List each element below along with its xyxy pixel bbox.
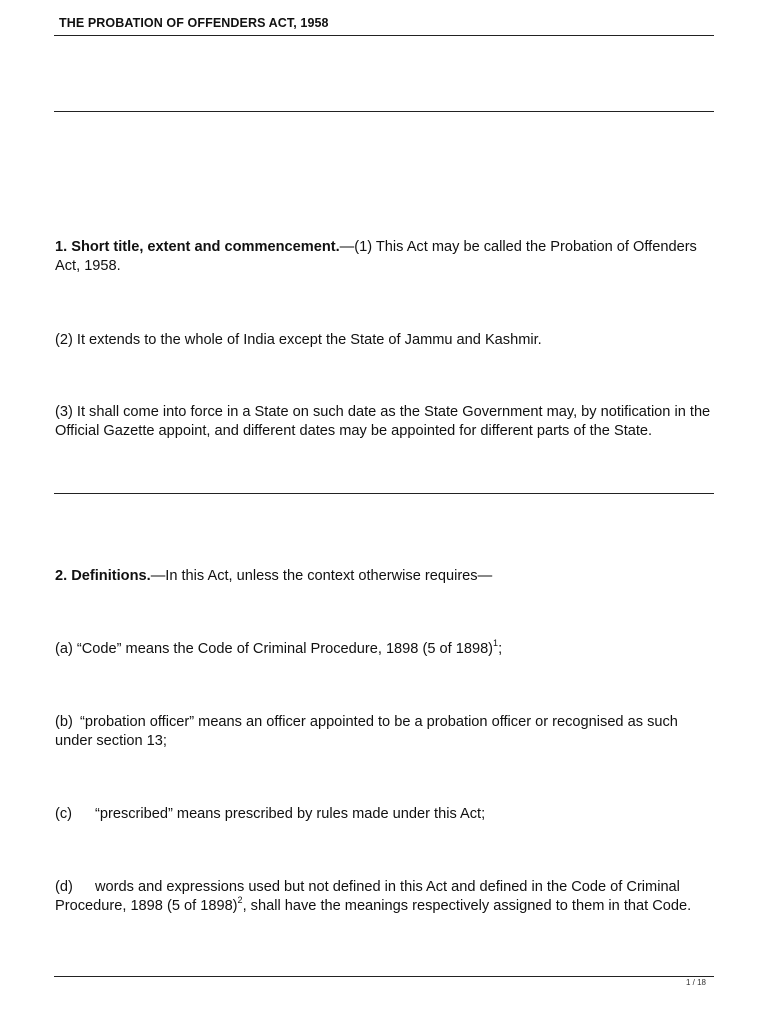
clause-d [55, 878, 717, 915]
section-2-heading: 2. Definitions. [55, 568, 151, 584]
clause-c-label: (c) [55, 806, 73, 822]
section-1-paragraph [55, 238, 717, 275]
section-1-heading: 1. Short title, extent and commencement. [55, 239, 340, 255]
clause-b-text: “probation officer” means an officer appointed to be a probation officer or recognised as such under section 13; [55, 714, 678, 749]
section-2-paragraph [55, 567, 717, 586]
clause-b [55, 713, 717, 750]
header-divider [54, 35, 714, 36]
clause-a-text: “Code” means the Code of Criminal Procedure, 1898 (5 of 1898) [72, 641, 494, 657]
footnote-ref-2[interactable]: 2 [237, 894, 243, 905]
page-number: 1 / 18 [685, 978, 706, 987]
clause-c-text: “prescribed” means prescribed by rules made under this Act; [95, 806, 486, 822]
clause-c [55, 805, 717, 824]
clause-d-text: words and expressions used but not defined in this Act and defined in the Code of Criminal Procedure, 1898 (5 of 1898) [55, 879, 680, 914]
clause-a-label: (a) [55, 641, 73, 657]
section-1-text: —(1) This Act may be called the Probation of Offenders Act, 1958. [55, 239, 697, 274]
document-title: THE PROBATION OF OFFENDERS ACT, 1958 [59, 16, 329, 30]
section-1-subsection-2: (2) It extends to the whole of India except the State of Jammu and Kashmir. [55, 332, 542, 348]
footnote-ref-1[interactable]: 1 [493, 638, 499, 649]
section-2-text: —In this Act, unless the context otherwise requires— [150, 568, 493, 584]
clause-d-after: , shall have the meanings respectively assigned to them in that Code. [242, 897, 692, 914]
section-divider [54, 111, 714, 112]
section-1-subsection-3: (3) It shall come into force in a State on such date as the State Government may, by notification in the Official Gazette appoint, and different dates may be appointed for different parts of the State. [55, 404, 711, 439]
section-divider [54, 493, 714, 494]
footer-divider [54, 976, 714, 977]
clause-a [55, 640, 717, 659]
clause-b-label: (b) [55, 714, 73, 730]
clause-a-after: ; [498, 641, 503, 657]
clause-d-label: (d) [55, 879, 73, 895]
